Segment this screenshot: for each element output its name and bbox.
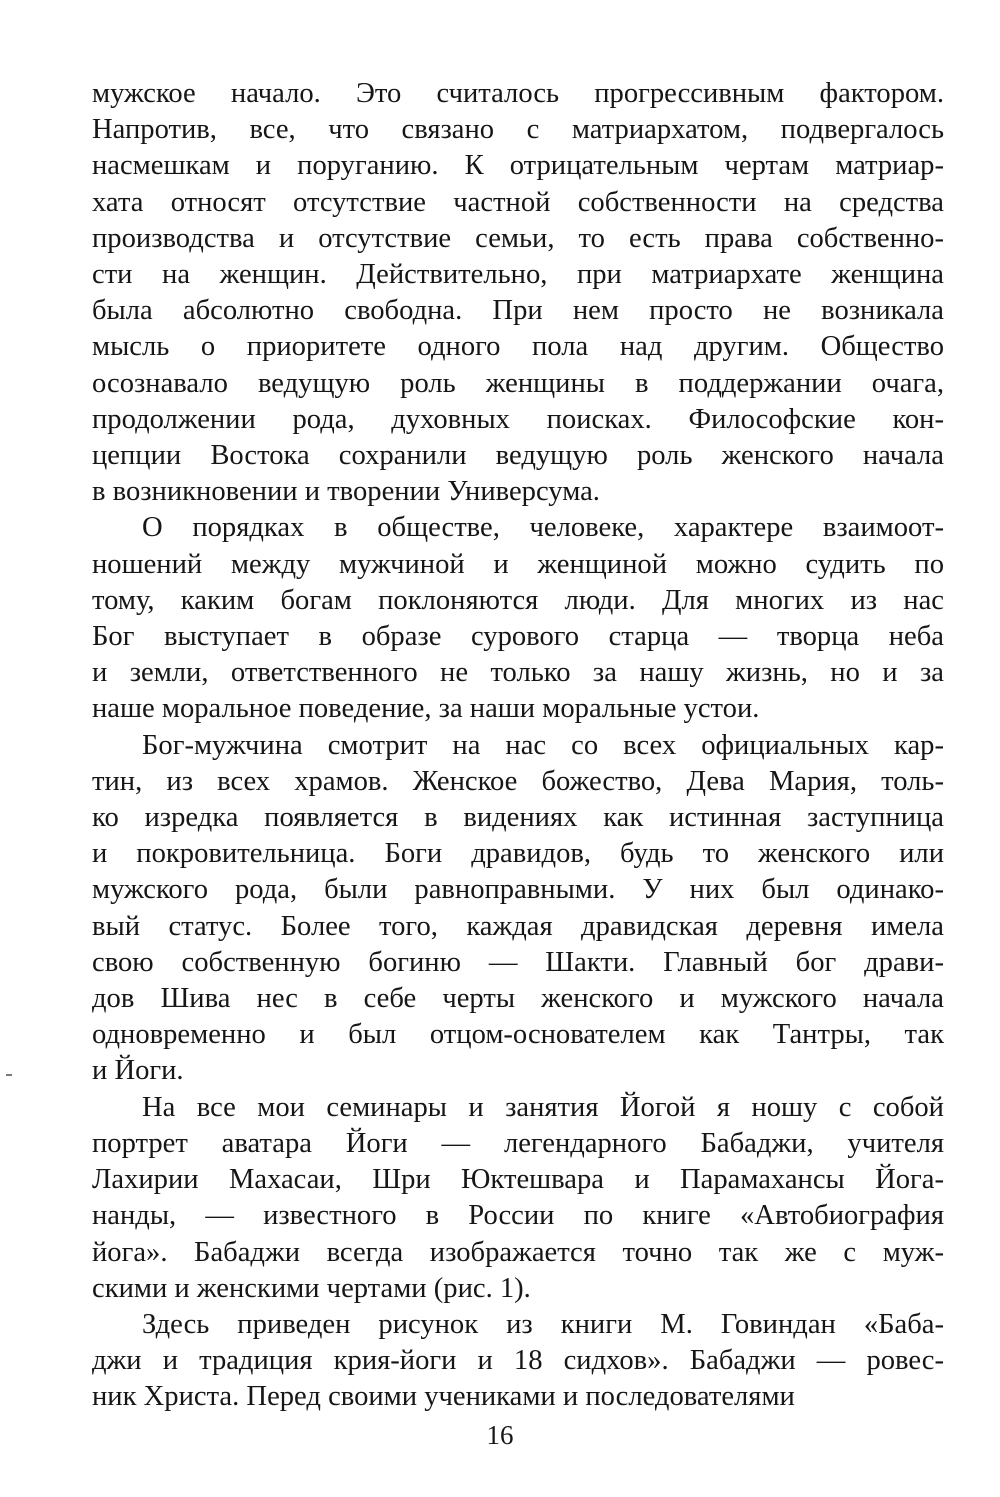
text-line: Лахирии Махасаи, Шри Юктешвара и Парамахансы Йога- xyxy=(92,1164,944,1196)
text-line: джи и традиция крия-йоги и 18 сидхов». Бабаджи — ровес- xyxy=(92,1345,944,1377)
text-line: ко изредка появляется в видениях как истинная заступница xyxy=(92,802,944,834)
paragraph xyxy=(92,1090,944,1307)
text-line: насмешкам и поруганию. К отрицательным чертам матриар- xyxy=(92,150,944,182)
text-line: хата относят отсутствие частной собственности на средства xyxy=(92,186,944,218)
text-line: йога». Бабаджи всегда изображается точно так же с муж- xyxy=(92,1236,944,1268)
text-line: портрет аватара Йоги — легендарного Бабаджи, учителя xyxy=(92,1127,944,1159)
text-line: продолжении рода, духовных поисках. Философские кон- xyxy=(92,403,944,435)
text-line: мысль о приоритете одного пола над другим. Общество xyxy=(92,331,944,363)
text-line: мужское начало. Это считалось прогрессивным фактором. xyxy=(92,78,944,109)
text-line: осознавало ведущую роль женщины в поддержании очага, xyxy=(92,367,944,399)
text-line: цепции Востока сохранили ведущую роль женского начала xyxy=(92,440,944,472)
paragraph xyxy=(92,76,944,510)
text-line: вый статус. Более того, каждая дравидская деревня имела xyxy=(92,910,944,942)
paragraph xyxy=(92,728,944,1090)
text-line: Напротив, все, что связано с матриархатом, подвергалось xyxy=(92,114,944,146)
text-line: и земли, ответственного не только за нашу жизнь, но и за xyxy=(92,657,944,689)
page-number: 16 xyxy=(486,1420,514,1450)
text-line: Бог-мужчина смотрит на нас со всех официальных кар- xyxy=(142,729,944,761)
text-line: дов Шива нес в себе черты женского и мужского начала xyxy=(92,983,944,1015)
text-line: одновременно и был отцом-основателем как Тантры, так xyxy=(92,1019,944,1051)
text-line: была абсолютно свободна. При нем просто не возникала xyxy=(92,295,944,327)
text-line: О порядках в обществе, человеке, характере взаимоот- xyxy=(142,512,944,544)
text-line: На все мои семинары и занятия Йогой я ношу с собой xyxy=(142,1091,944,1123)
paragraph xyxy=(92,510,944,727)
text-line: скими и женскими чертами (рис. 1). xyxy=(92,1272,531,1304)
text-line: производства и отсутствие семьи, то есть права собственно- xyxy=(92,222,944,254)
page-body xyxy=(92,76,944,1416)
text-line: свою собственную богиню — Шакти. Главный бог драви- xyxy=(92,946,944,978)
text-line: нанды, — известного в России по книге «Автобиография xyxy=(92,1200,944,1232)
text-line: ношений между мужчиной и женщиной можно судить по xyxy=(92,548,944,580)
paragraph xyxy=(92,1307,944,1416)
text-line: Бог выступает в образе сурового старца — творца неба xyxy=(92,621,944,653)
text-line: и покровительница. Боги дравидов, будь то женского или xyxy=(92,838,944,870)
text-line: в возникновении и творении Универсума. xyxy=(92,476,600,508)
text-line: мужского рода, были равноправными. У них был одинако- xyxy=(92,874,944,906)
text-line: тин, из всех храмов. Женское божество, Дева Мария, толь- xyxy=(92,765,944,797)
text-line: Здесь приведен рисунок из книги М. Говиндан «Баба- xyxy=(142,1308,944,1340)
text-line: ник Христа. Перед своими учениками и последователями xyxy=(92,1381,795,1413)
margin-mark xyxy=(6,1074,12,1076)
text-line: сти на женщин. Действительно, при матриархате женщина xyxy=(92,259,944,291)
text-line: наше моральное поведение, за наши моральные устои. xyxy=(92,693,760,725)
text-line: тому, каким богам поклоняются люди. Для многих из нас xyxy=(92,584,944,616)
text-line: и Йоги. xyxy=(92,1055,184,1087)
